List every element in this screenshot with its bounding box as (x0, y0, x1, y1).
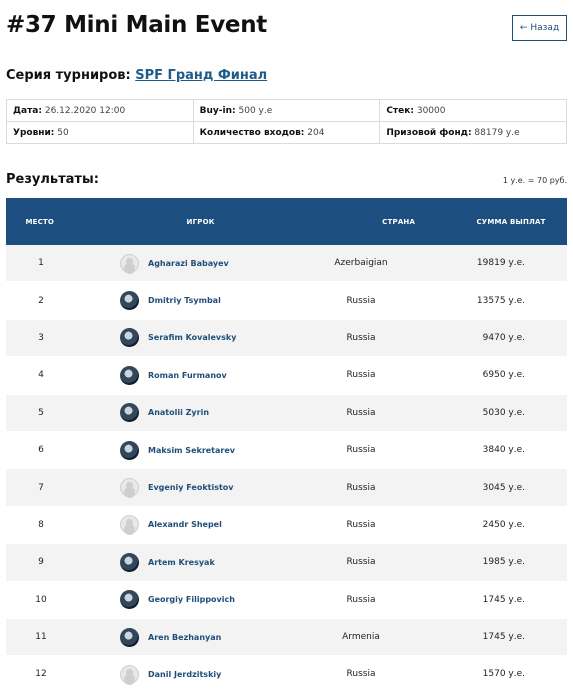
player-link[interactable]: Artem Kresyak (148, 557, 215, 567)
row-country: Russia (346, 669, 376, 680)
player-link[interactable]: Aren Bezhanyan (148, 632, 222, 642)
back-button-label: Назад (530, 23, 560, 33)
info-date: Дата: 26.12.2020 12:00 (7, 100, 194, 122)
table-row (6, 656, 567, 693)
row-country: Russia (346, 557, 376, 568)
info-entries: Количество входов: 204 (193, 122, 380, 144)
row-country: Russia (346, 519, 376, 530)
player-link[interactable]: Georgiy Filippovich (148, 595, 235, 605)
player-link[interactable]: Agharazi Babayev (148, 258, 229, 268)
row-sum: 1745 у.е. (482, 632, 525, 643)
row-country: Russia (346, 594, 376, 605)
row-sum: 1570 у.е. (482, 669, 525, 680)
avatar-icon (120, 291, 139, 310)
results-title: Результаты: (6, 172, 99, 187)
table-row (6, 544, 567, 581)
row-place: 7 (38, 482, 44, 493)
row-place: 1 (38, 258, 44, 269)
row-country: Russia (346, 482, 376, 493)
info-stack: Стек: 30000 (380, 100, 567, 122)
row-country: Russia (346, 295, 376, 306)
row-sum: 9470 у.е. (482, 332, 525, 343)
row-sum: 1985 у.е. (482, 557, 525, 568)
row-sum: 3045 у.е. (482, 482, 525, 493)
row-place: 4 (38, 370, 44, 381)
back-button[interactable] (512, 15, 567, 41)
row-country: Azerbaigian (334, 258, 388, 269)
avatar-icon (120, 478, 139, 497)
row-country: Armenia (342, 632, 380, 643)
results-header (6, 198, 567, 245)
row-place: 9 (38, 557, 44, 568)
row-player (76, 628, 311, 647)
table-row (6, 619, 567, 656)
row-place: 12 (35, 669, 47, 680)
row-sum: 13575 у.е. (476, 295, 525, 306)
avatar-icon (120, 366, 139, 385)
row-player (76, 366, 311, 385)
player-link[interactable]: Roman Furmanov (148, 370, 227, 380)
results-table (6, 198, 567, 694)
avatar-icon (120, 553, 139, 572)
row-place: 3 (38, 332, 44, 343)
avatar-icon (120, 254, 139, 273)
row-sum: 6950 у.е. (482, 370, 525, 381)
col-country: СТРАНА (382, 217, 416, 226)
table-row (6, 320, 567, 357)
info-buyin: Buy-in: 500 у.е (193, 100, 380, 122)
player-link[interactable]: Alexandr Shepel (148, 520, 222, 530)
table-row (6, 582, 567, 619)
avatar-icon (120, 665, 139, 684)
table-row (6, 282, 567, 319)
arrow-left-icon: ← (519, 23, 528, 33)
player-link[interactable]: Danil Jerdzitskiy (148, 669, 222, 679)
avatar-icon (120, 628, 139, 647)
player-link[interactable]: Maksim Sekretarev (148, 445, 235, 455)
table-row (6, 507, 567, 544)
series-link[interactable]: SPF Гранд Финал (135, 68, 268, 83)
row-player (76, 665, 311, 684)
row-sum: 19819 у.е. (476, 258, 525, 269)
row-sum: 2450 у.е. (482, 519, 525, 530)
table-row (6, 357, 567, 394)
series-line (6, 68, 267, 83)
col-player: ИГРОК СТРАНА (186, 217, 416, 226)
row-player (76, 254, 311, 273)
row-player (76, 291, 311, 310)
row-player (76, 515, 311, 534)
row-place: 10 (35, 594, 47, 605)
series-label: Серия турниров: (6, 68, 131, 83)
row-place: 11 (35, 632, 47, 643)
row-place: 6 (38, 445, 44, 456)
player-link[interactable]: Evgeniy Feoktistov (148, 483, 234, 493)
avatar-icon (120, 590, 139, 609)
table-row (6, 432, 567, 469)
row-sum: 5030 у.е. (482, 407, 525, 418)
col-sum: СУММА ВЫПЛАТ (476, 217, 546, 226)
row-place: 5 (38, 407, 44, 418)
table-row (6, 245, 567, 282)
table-row (6, 469, 567, 506)
row-country: Russia (346, 407, 376, 418)
row-sum: 1745 у.е. (482, 594, 525, 605)
row-player (76, 478, 311, 497)
player-link[interactable]: Dmitriy Tsymbal (148, 296, 221, 306)
info-prize: Призовой фонд: 88179 у.е (380, 122, 567, 144)
row-country: Russia (346, 445, 376, 456)
exchange-rate: 1 у.е. = 70 руб. (502, 176, 567, 185)
page-title: #37 Mini Main Event (6, 12, 267, 38)
player-link[interactable]: Serafim Kovalevsky (148, 333, 237, 343)
row-country: Russia (346, 332, 376, 343)
avatar-icon (120, 328, 139, 347)
player-link[interactable]: Anatolii Zyrin (148, 408, 210, 418)
row-place: 2 (38, 295, 44, 306)
row-place: 8 (38, 519, 44, 530)
row-player (76, 553, 311, 572)
results-body (6, 245, 567, 694)
row-player (76, 441, 311, 460)
avatar-icon (120, 515, 139, 534)
info-levels: Уровни: 50 (7, 122, 194, 144)
row-player (76, 590, 311, 609)
col-place: МЕСТО (25, 217, 55, 226)
row-player (76, 403, 311, 422)
table-row (6, 395, 567, 432)
row-sum: 3840 у.е. (482, 445, 525, 456)
avatar-icon (120, 403, 139, 422)
tournament-info-table (6, 99, 567, 144)
row-country: Russia (346, 370, 376, 381)
avatar-icon (120, 441, 139, 460)
row-player (76, 328, 311, 347)
